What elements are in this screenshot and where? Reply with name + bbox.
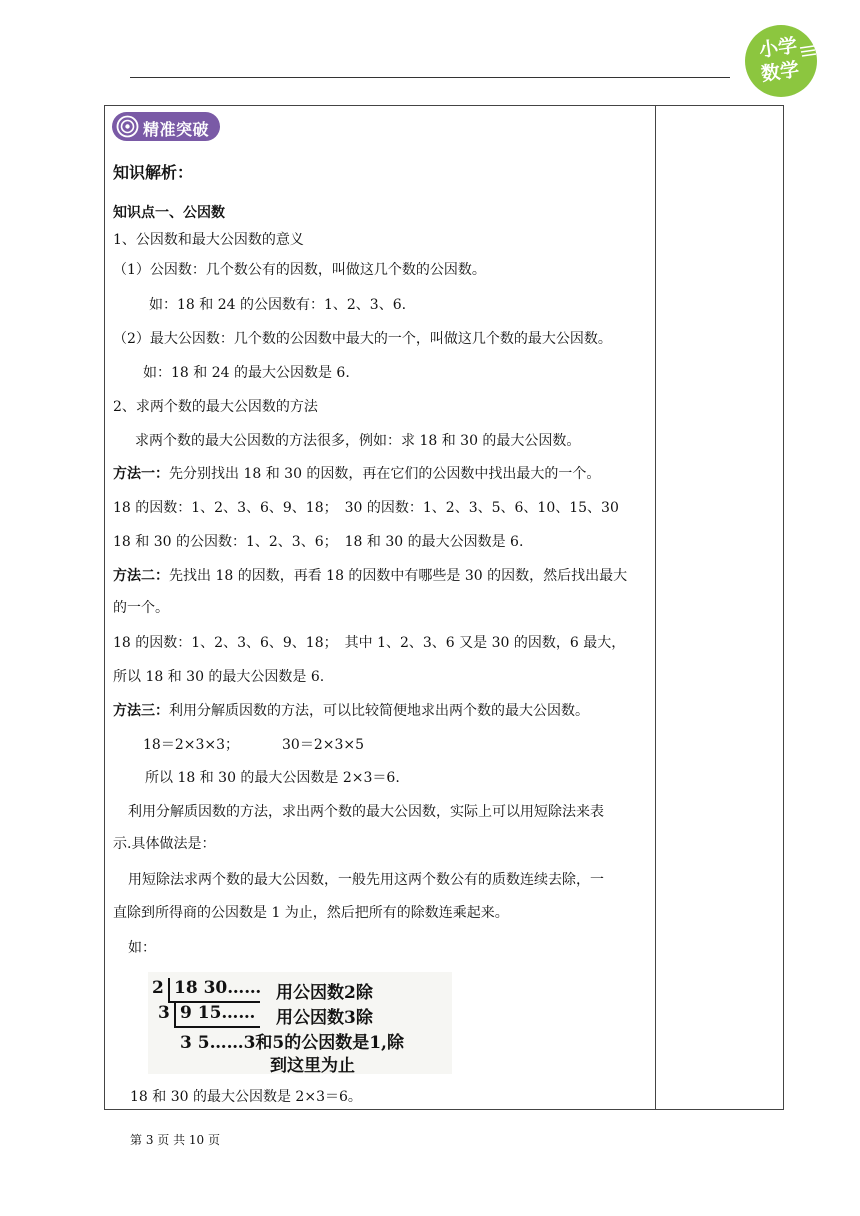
row1-numbers: 18 30……	[174, 978, 262, 998]
row2-bracket	[174, 1003, 176, 1027]
point1-title: 知识点一、公因数	[113, 205, 225, 221]
method2-line2: 所以 18 和 30 的最大公因数是 6.	[113, 669, 325, 685]
logo-line2: 数学	[759, 58, 801, 86]
method3-result: 所以 18 和 30 的最大公因数是 2×3＝6.	[145, 770, 400, 786]
method1-text: 先分别找出 18 和 30 的因数，再在它们的公因数中找出最大的一个。	[169, 466, 601, 482]
target-icon	[116, 115, 139, 138]
method3	[113, 701, 589, 721]
s1-def1: （1）公因数：几个数公有的因数，叫做这几个数的公因数。	[113, 262, 486, 278]
method2-text-a: 先找出 18 的因数，再看 18 的因数中有哪些是 30 的因数，然后找出最大	[169, 568, 628, 584]
method3-label: 方法三：	[113, 703, 169, 719]
row2-divisor: 3	[158, 1003, 170, 1023]
short-division-figure	[148, 972, 452, 1074]
frame-divider	[655, 105, 656, 1110]
row2-note: 用公因数3除	[276, 1008, 373, 1028]
logo	[744, 24, 818, 98]
method2-line1: 18 的因数：1、2、3、6、9、18； 其中 1、2、3、6 又是 30 的因数，6 最大，	[113, 635, 626, 651]
header-rule	[130, 77, 730, 78]
example-label: 如：	[128, 940, 156, 956]
method1-line2: 18 和 30 的公因数：1、2、3、6； 18 和 30 的最大公因数是 6.	[113, 534, 524, 550]
row1-note: 用公因数2除	[276, 983, 373, 1003]
method1	[113, 464, 600, 484]
s2-intro: 求两个数的最大公因数的方法很多，例如：求 18 和 30 的最大公因数。	[135, 433, 581, 449]
method3-formula1: 18＝2×3×3；	[143, 737, 239, 753]
method1-line1: 18 的因数：1、2、3、6、9、18； 30 的因数：1、2、3、5、6、10、15、30	[113, 500, 619, 516]
s1-title: 1、公因数和最大公因数的意义	[113, 232, 304, 248]
method3-rule-a: 用短除法求两个数的最大公因数，一般先用这两个数公有的质数连续去除，一	[128, 872, 604, 888]
section-badge	[112, 112, 220, 141]
s1-ex2: 如：18 和 24 的最大公因数是 6.	[143, 365, 350, 381]
method3-note-a: 利用分解质因数的方法，求出两个数的最大公因数，实际上可以用短除法来表	[128, 804, 604, 820]
s1-def2: （2）最大公因数：几个数的公因数中最大的一个，叫做这几个数的最大公因数。	[113, 331, 612, 347]
method2-text-b: 的一个。	[113, 600, 169, 616]
content-frame	[104, 105, 784, 1110]
method2-label: 方法二：	[113, 568, 169, 584]
method3-formula2: 30＝2×3×5	[282, 737, 364, 753]
method1-label: 方法一：	[113, 466, 169, 482]
method2	[113, 566, 627, 586]
heading: 知识解析：	[113, 163, 194, 182]
method3-rule-b: 直除到所得商的公因数是 1 为止，然后把所有的除数连乘起来。	[113, 905, 509, 921]
row2-numbers: 9 15……	[180, 1003, 256, 1023]
row3-numbers: 3 5……3和5的公因数是1,除	[180, 1033, 404, 1053]
row1-divisor: 2	[152, 978, 164, 998]
row4-note: 到这里为止	[270, 1056, 355, 1076]
s2-title: 2、求两个数的最大公因数的方法	[113, 399, 318, 415]
method3-text: 利用分解质因数的方法，可以比较简便地求出两个数的最大公因数。	[169, 703, 589, 719]
method3-note-b: 示.具体做法是：	[113, 836, 216, 852]
s1-ex1: 如：18 和 24 的公因数有：1、2、3、6.	[149, 297, 407, 313]
conclusion: 18 和 30 的最大公因数是 2×3＝6。	[130, 1089, 362, 1105]
logo-line1: 小学	[757, 34, 799, 62]
page-footer: 第 3 页 共 10 页	[130, 1133, 220, 1147]
badge-label: 精准突破	[143, 120, 210, 139]
row1-bracket	[168, 978, 170, 1002]
